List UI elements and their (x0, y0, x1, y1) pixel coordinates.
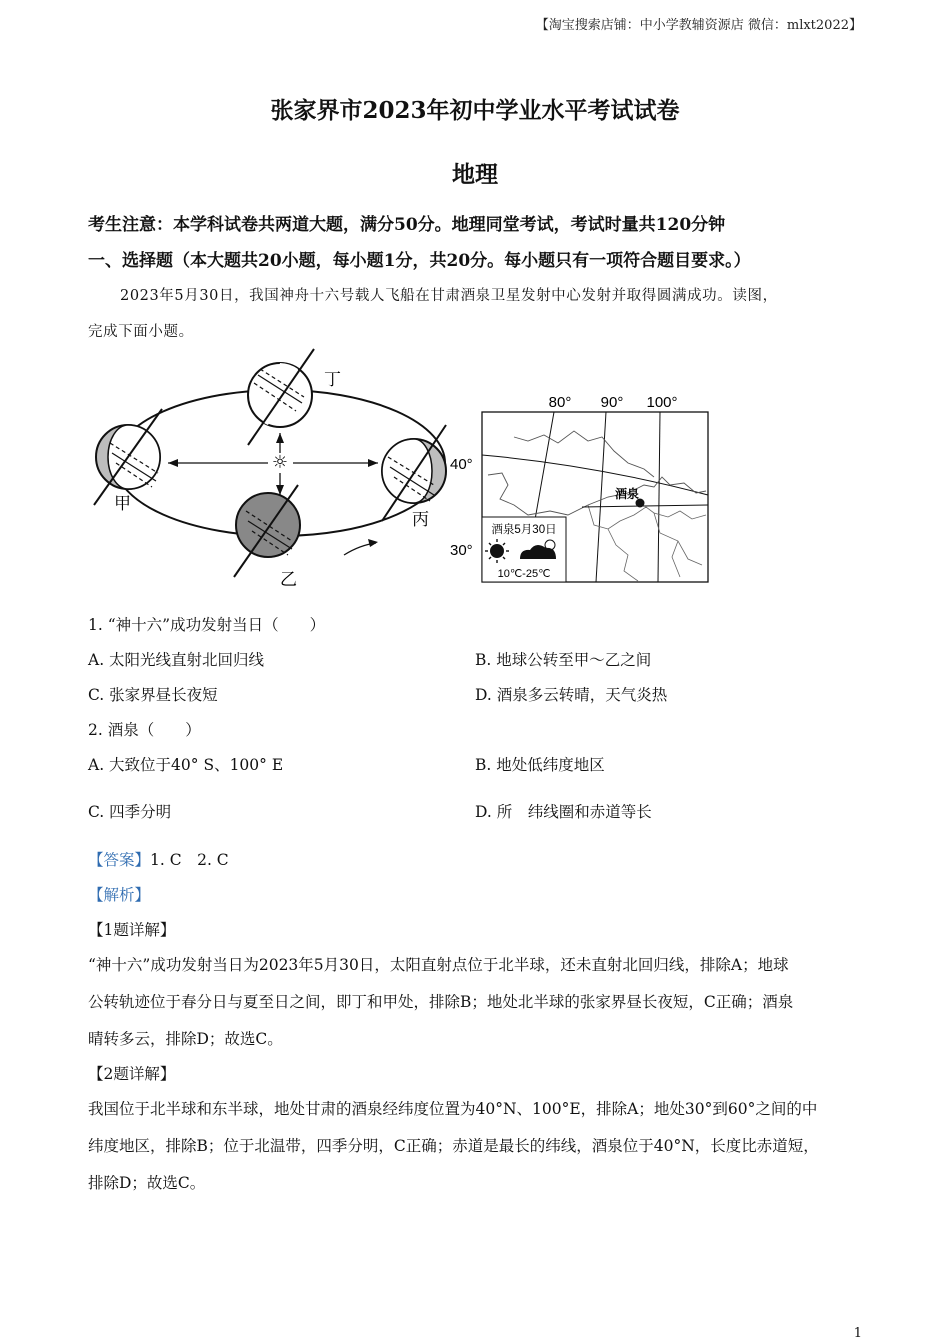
orbit-diagram (94, 349, 446, 589)
detail-1-heading: 【1题详解】 (88, 921, 176, 939)
answer-tag: 【答案】 (88, 851, 151, 869)
earth-bing (382, 425, 446, 529)
question-1-stem: 1. “神十六”成功发射当日（ ） (88, 616, 326, 634)
exam-notice: 考生注意：本学科试卷共两道大题，满分50分。地理同堂考试，考试时量共120分钟 (88, 215, 726, 235)
question-2-stem: 2. 酒泉（ ） (88, 721, 201, 739)
label-jia: 甲 (114, 494, 131, 513)
q2-option-b: B. 地处低纬度地区 (475, 756, 605, 774)
answer-line (88, 848, 229, 870)
q1-option-d: D. 酒泉多云转晴，天气炎热 (475, 686, 668, 704)
lon-label-90: 90° (600, 394, 624, 411)
figure-svg (88, 345, 718, 590)
earth-ding (248, 349, 341, 445)
detail-2-line: 排除D；故选C。 (88, 1174, 206, 1192)
sun-icon: ☼ (271, 452, 289, 473)
figure (88, 345, 718, 594)
header-note: 【淘宝搜索店铺：中小学教辅资源店 微信：mlxt2022】 (535, 18, 862, 33)
lon-label-80: 80° (548, 394, 572, 411)
q1-option-c: C. 张家界昼长夜短 (88, 686, 218, 704)
weather-title: 酒泉5月30日 (491, 524, 557, 536)
section-heading: 一、选择题（本大题共20小题，每小题1分，共20分。每小题只有一项符合题目要求。） (88, 251, 751, 271)
q2-option-c: C. 四季分明 (88, 803, 172, 821)
analysis-tag: 【解析】 (88, 886, 151, 904)
detail-2-heading: 【2题详解】 (88, 1065, 176, 1083)
q2-option-a: A. 大致位于40° S、100° E (88, 756, 284, 774)
detail-1-line: “神十六”成功发射当日为2023年5月30日，太阳直射点位于北半球，还未直射北回归线，排除A；地球 (88, 956, 789, 974)
lat-label-30: 30° (450, 542, 473, 559)
label-yi: 乙 (280, 570, 297, 589)
earth-jia (94, 409, 162, 513)
page-title: 张家界市2023年初中学业水平考试试卷 (270, 97, 680, 124)
detail-2-line: 我国位于北半球和东半球，地处甘肃的酒泉经纬度位置为40°N、100°E，排除A；地处30°到60°之间的中 (88, 1100, 818, 1118)
answer-text: 1. C 2. C (150, 851, 229, 869)
q1-option-a: A. 太阳光线直射北回归线 (88, 651, 265, 669)
detail-1-line: 公转轨迹位于春分日与夏至日之间，即丁和甲处，排除B；地处北半球的张家界昼长夜短，C正确；酒泉 (88, 993, 794, 1011)
page-number: 1 (853, 1326, 862, 1341)
lat-label-40: 40° (450, 456, 473, 473)
intro-text-line: 完成下面小题。 (88, 324, 194, 340)
earth-yi (234, 485, 300, 589)
detail-2-line: 纬度地区，排除B；位于北温带，四季分明，C正确；赤道是最长的纬线，酒泉位于40°N，长度比赤道短， (88, 1137, 819, 1155)
lon-label-100: 100° (646, 394, 678, 411)
q1-option-b: B. 地球公转至甲～乙之间 (475, 651, 652, 669)
detail-1-line: 晴转多云，排除D；故选C。 (88, 1030, 283, 1048)
label-bing: 丙 (412, 510, 429, 529)
subject-title: 地理 (452, 161, 498, 188)
city-label: 酒泉 (615, 487, 640, 501)
temperature-range: 10℃-25℃ (497, 568, 551, 580)
intro-text-line: 2023年5月30日，我国神舟十六号载人飞船在甘肃酒泉卫星发射中心发射并取得圆满成功。读图， (120, 288, 778, 304)
q2-option-d: D. 所 纬线圈和赤道等长 (475, 803, 652, 821)
label-ding: 丁 (324, 370, 341, 389)
map-diagram (450, 394, 708, 582)
